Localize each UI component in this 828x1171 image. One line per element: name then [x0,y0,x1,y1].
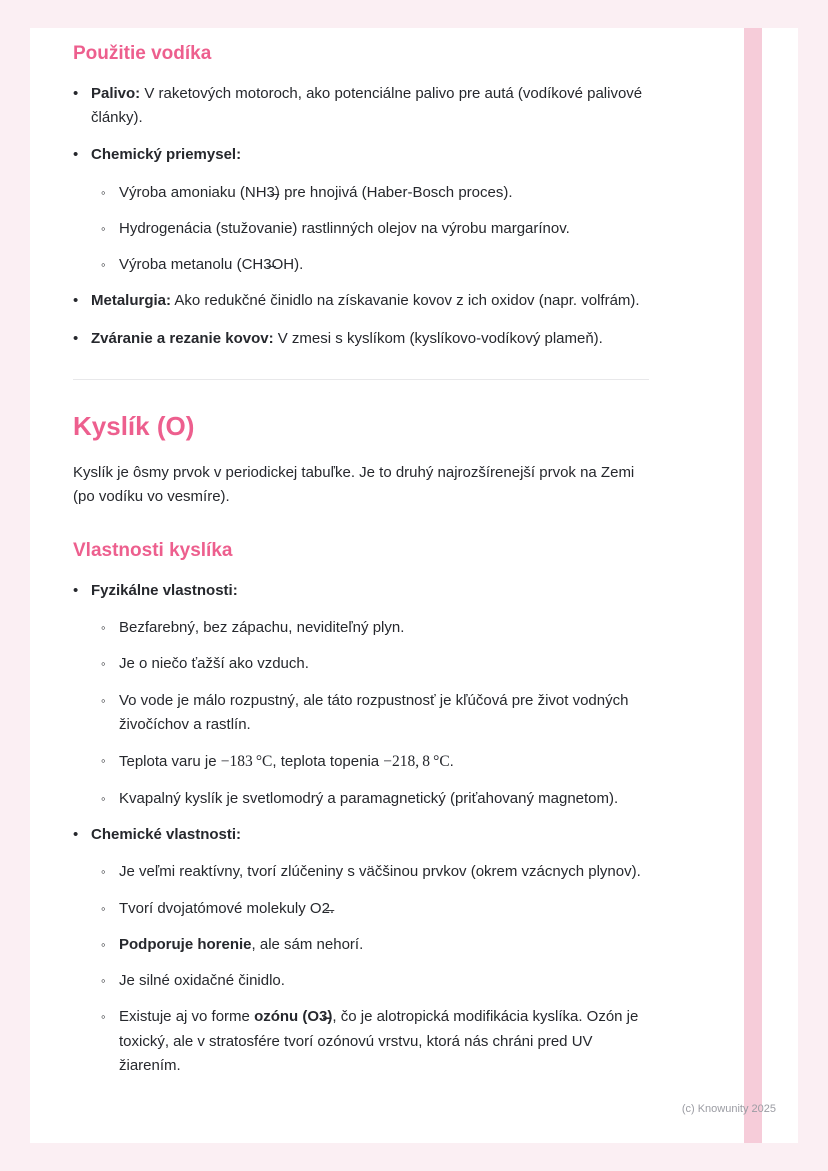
list-item [101,652,649,676]
bullet-list [73,579,649,1078]
list-item [101,181,649,205]
text-run: ozónu (O3̶) [254,1008,333,1026]
text-run: Vo vode je málo rozpustný, ale táto rozpustnosť je kľúčová pre život vodných živočíchov a rastlín. [119,691,629,734]
circle-bullet-icon: ◦ [101,864,106,880]
list-item-text [119,749,649,774]
list-item-text [119,787,649,811]
text-run: Je o niečo ťažší ako vzduch. [119,655,309,673]
list-item-text [119,181,649,205]
list-item-text [119,860,649,884]
text-run: −218, 8 °C [383,753,450,771]
bullet-icon: • [73,146,79,164]
text-run: Podporuje horenie [119,935,252,953]
circle-bullet-icon: ◦ [101,936,106,952]
circle-bullet-icon: ◦ [101,973,106,989]
list-item-text [91,327,649,351]
list-item-text [119,689,649,738]
text-run: Kvapalný kyslík je svetlomodrý a paramagnetický (priťahovaný magnetom). [119,789,619,807]
heading-pouzitie-vodika: Použitie vodíka [73,43,212,64]
text-run: Je veľmi reaktívny, tvorí zlúčeniny s väčšinou prvkov (okrem vzácnych plynov). [119,863,641,881]
list-item [73,579,649,603]
list-item [101,689,649,738]
list-item [101,749,649,774]
list-item-text [91,579,649,603]
circle-bullet-icon: ◦ [101,620,106,636]
text-run: Tvorí dvojatómové molekuly O2̶. [119,899,335,917]
text-run: V zmesi s kyslíkom (kyslíkovo-vodíkový plameň). [273,329,603,347]
list-item-text [91,823,649,847]
text-run: , teplota topenia [272,753,384,771]
text-run: Chemický priemysel: [91,146,242,164]
text-run: Výroba amoniaku (NH3̶) pre hnojivá (Haber-Bosch proces). [119,183,513,201]
circle-bullet-icon: ◦ [101,220,106,236]
document-page [30,28,798,1143]
list-item-text [119,616,649,640]
bullet-list [73,82,649,351]
list-item-text [91,143,649,167]
decorative-stripe [744,28,762,1143]
watermark: (c) Knowunity 2025 [681,1103,776,1115]
text-run: Ako redukčné činidlo na získavanie kovov z ich oxidov (napr. volfrám). [171,292,640,310]
list-item [101,860,649,884]
text-run: Fyzikálne vlastnosti: [91,581,238,599]
text-run: −183 °C [220,753,273,771]
text-run: Kyslík je ôsmy prvok v periodickej tabuľke. Je to druhý najrozšírenejší prvok na Zemi (po vodíku vo vesmíre). [73,463,635,505]
text-run: Metalurgia: [91,292,172,310]
text-run: , ale sám nehorí. [251,935,364,953]
bullet-icon: • [73,292,79,310]
list-item [73,327,649,351]
list-item [101,1005,649,1078]
text-run: Výroba metanolu (CH3̶OH). [119,256,304,274]
bullet-icon: • [73,581,79,599]
text-run: , čo je alotropická modifikácia kyslíka. Ozón je toxický, ale v stratosfére tvorí ozónovú vrstvu, ktorá nás chráni pred UV žiarením. [119,1008,639,1074]
text-run: Hydrogenácia (stužovanie) rastlinných olejov na výrobu margarínov. [119,219,570,237]
circle-bullet-icon: ◦ [101,900,106,916]
list-item [101,933,649,957]
list-item-text [119,1005,649,1078]
list-item-text [119,969,649,993]
list-item-text [119,253,649,277]
list-item-text [119,897,649,921]
list-item [101,969,649,993]
circle-bullet-icon: ◦ [101,692,106,708]
document-content [73,42,649,1090]
list-item [101,217,649,241]
text-run: Palivo: [91,84,141,102]
bullet-icon: • [73,329,79,347]
bullet-icon: • [73,825,79,843]
text-run: Chemické vlastnosti: [91,825,242,843]
circle-bullet-icon: ◦ [101,1009,106,1025]
list-item [73,82,649,131]
text-run: V raketových motoroch, ako potenciálne palivo pre autá (vodíkové palivové články). [91,84,643,126]
circle-bullet-icon: ◦ [101,790,106,806]
list-item-text [119,217,649,241]
section-divider [73,379,649,380]
text-run: Bezfarebný, bez zápachu, neviditeľný plyn. [119,619,405,637]
text-run: . [449,753,454,771]
list-item-text [91,289,649,313]
heading-vlastnosti-kyslika: Vlastnosti kyslíka [73,540,233,562]
text-run: Teplota varu je [119,753,221,771]
heading-kyslik: Kyslík (O) [73,411,195,442]
text-run: Zváranie a rezanie kovov: [91,329,274,347]
text-run: Je silné oxidačné činidlo. [119,972,285,990]
bullet-icon: • [73,84,79,102]
paragraph [73,461,649,510]
list-item-text [91,82,649,131]
text-run: Existuje aj vo forme [119,1008,255,1026]
list-item-text [119,652,649,676]
list-item-text [119,933,649,957]
list-item [101,616,649,640]
circle-bullet-icon: ◦ [101,184,106,200]
circle-bullet-icon: ◦ [101,656,106,672]
list-item [73,289,649,313]
list-item [101,787,649,811]
list-item [73,823,649,847]
list-item [101,253,649,277]
list-item [101,897,649,921]
circle-bullet-icon: ◦ [101,257,106,273]
list-item [73,143,649,167]
circle-bullet-icon: ◦ [101,753,106,769]
